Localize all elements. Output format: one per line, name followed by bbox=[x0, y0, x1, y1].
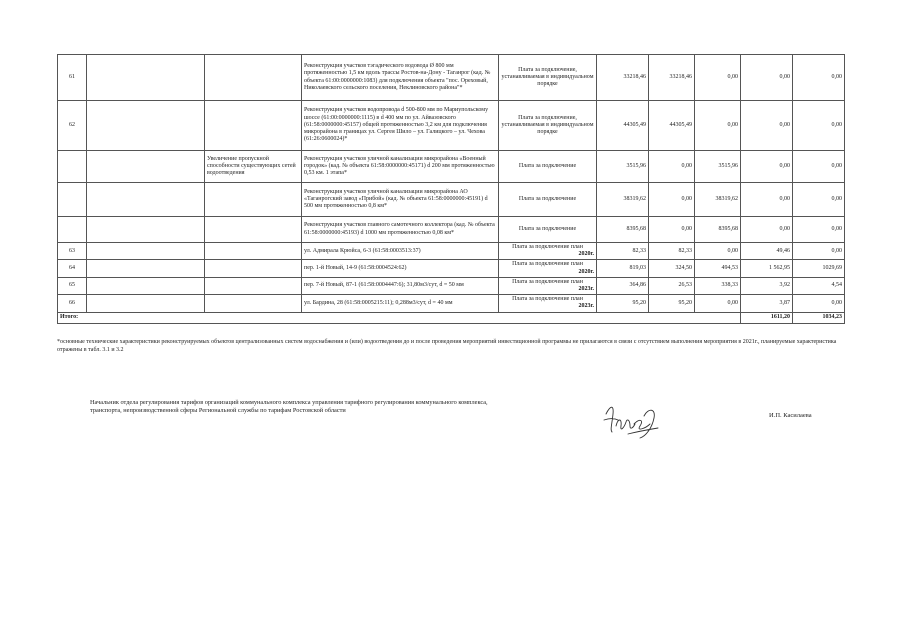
row-number bbox=[58, 151, 87, 183]
value-v4: 1 562,95 bbox=[741, 260, 793, 277]
object-description: ул. Адмирала Крюйса, 6-3 (61:58:0003513:37) bbox=[302, 243, 499, 260]
value-v5: 0,00 bbox=[793, 151, 845, 183]
row-number: 63 bbox=[58, 243, 87, 260]
payment-type-text: Плата за подключение bbox=[518, 225, 577, 232]
object-description: пер. 1-й Новый, 14-9 (61:58:0004524:62) bbox=[302, 260, 499, 277]
value-v1: 3515,96 bbox=[597, 151, 649, 183]
group-cell bbox=[205, 217, 302, 243]
value-v4: 0,00 bbox=[741, 217, 793, 243]
value-v3: 0,00 bbox=[695, 101, 741, 151]
row-number bbox=[58, 183, 87, 217]
group-cell bbox=[205, 277, 302, 294]
value-v2: 324,50 bbox=[649, 260, 695, 277]
payment-type bbox=[499, 151, 597, 183]
value-v1: 364,86 bbox=[597, 277, 649, 294]
value-v4: 0,00 bbox=[741, 101, 793, 151]
payment-type-text: Плата за подключение план bbox=[512, 261, 583, 268]
payment-type bbox=[499, 217, 597, 243]
value-v5: 4,54 bbox=[793, 277, 845, 294]
value-v1: 38319,62 bbox=[597, 183, 649, 217]
value-v1: 95,20 bbox=[597, 295, 649, 312]
handwritten-signature bbox=[600, 398, 662, 440]
object-description: Реконструкция участков главного самотечного коллектора (кад. № объекта 61:58:0000000:45193) d 1000 мм протяженностью 0,08 км* bbox=[302, 217, 499, 243]
payment-type-text: Плата за подключение, устанавливаемая в индивидуальном порядке bbox=[501, 66, 594, 88]
footnote: *основные технические характеристики реконструируемых объектов централизованных систем водоснабжения и (или) водоотведения до и после проведения мероприятий инвестиционной программы не прилагаются в связи с отсутствием выполнения мероприятия в 2021г., планируемые характеристика отражены в табл. 3.1 и 3.2 bbox=[57, 339, 837, 353]
row-number bbox=[58, 217, 87, 243]
value-v4: 3,87 bbox=[741, 295, 793, 312]
value-v3: 38319,62 bbox=[695, 183, 741, 217]
object-description: Реконструкция участков водопровода d 500-800 мм по Мариупольскому шоссе (61:00:0000000:1115) в d 400 мм по ул. Айвазовского (61:58:0000000:45157) общей протяженностью 3,2 км для подключения микрорайона в границах ул. Сергея Шило – ул. Галицкого – ул. Чехова (61:26:0600024)* bbox=[302, 101, 499, 151]
plan-year: 2020г. bbox=[578, 251, 594, 258]
row-number: 62 bbox=[58, 101, 87, 151]
total-label: Итого: bbox=[58, 312, 741, 323]
table-row bbox=[58, 260, 845, 277]
empty-cell bbox=[87, 295, 205, 312]
payment-type-text: Плата за подключение план bbox=[512, 296, 583, 303]
value-v4: 49,46 bbox=[741, 243, 793, 260]
plan-year: 2023г. bbox=[578, 286, 594, 293]
total-v4: 1611,20 bbox=[741, 312, 793, 323]
value-v3: 0,00 bbox=[695, 55, 741, 101]
payment-type bbox=[499, 295, 597, 312]
row-number: 64 bbox=[58, 260, 87, 277]
group-cell bbox=[205, 295, 302, 312]
object-description: Реконструкция участков уличной канализации микрорайона АО «Таганрогский завод «Прибой» (кад. № объекта 61:58:0000000:45191) d 500 мм протяженностью 0,8 км* bbox=[302, 183, 499, 217]
group-cell: Увеличение пропускной способности существующих сетей водоотведения bbox=[205, 151, 302, 183]
value-v5: 0,00 bbox=[793, 101, 845, 151]
group-cell bbox=[205, 243, 302, 260]
value-v5: 1029,69 bbox=[793, 260, 845, 277]
value-v3: 0,00 bbox=[695, 243, 741, 260]
plan-year: 2020г. bbox=[578, 268, 594, 275]
value-v3: 8395,68 bbox=[695, 217, 741, 243]
value-v2: 0,00 bbox=[649, 183, 695, 217]
payment-type bbox=[499, 260, 597, 277]
value-v2: 0,00 bbox=[649, 217, 695, 243]
row-number: 66 bbox=[58, 295, 87, 312]
empty-cell bbox=[87, 55, 205, 101]
signer-position: Начальник отдела регулирования тарифов организаций коммунального комплекса управления тарифного регулирования коммунального комплекса, транспорта, непроизводственной сферы Региональной службы по тарифам Ростовской области bbox=[90, 399, 488, 415]
object-description: ул. Бардина, 28 (61:58:0005215:11); 0,288м3/сут, d = 40 мм bbox=[302, 295, 499, 312]
plan-year: 2023г. bbox=[578, 303, 594, 310]
group-cell bbox=[205, 101, 302, 151]
empty-cell bbox=[87, 260, 205, 277]
group-cell bbox=[205, 183, 302, 217]
value-v5: 0,00 bbox=[793, 183, 845, 217]
payment-type bbox=[499, 243, 597, 260]
value-v1: 82,33 bbox=[597, 243, 649, 260]
value-v3: 3515,96 bbox=[695, 151, 741, 183]
value-v3: 494,53 bbox=[695, 260, 741, 277]
value-v2: 26,53 bbox=[649, 277, 695, 294]
value-v2: 44305,49 bbox=[649, 101, 695, 151]
empty-cell bbox=[87, 151, 205, 183]
total-row bbox=[58, 312, 845, 323]
total-v5: 1034,23 bbox=[793, 312, 845, 323]
payment-type bbox=[499, 55, 597, 101]
empty-cell bbox=[87, 101, 205, 151]
value-v5: 0,00 bbox=[793, 295, 845, 312]
value-v4: 0,00 bbox=[741, 151, 793, 183]
table-row bbox=[58, 151, 845, 183]
value-v1: 8395,68 bbox=[597, 217, 649, 243]
object-description: Реконструкция участков тэгадического водовода Ø 800 мм протяженностью 1,5 км вдоль трассы Ростов-на-Дону - Таганрог (кад. № объекта 61:00:0000000:1083) для подключения объекта "пос. Ореховый, Николаевского сельского поселения, Неклиновского района"* bbox=[302, 55, 499, 101]
value-v2: 33218,46 bbox=[649, 55, 695, 101]
row-number: 65 bbox=[58, 277, 87, 294]
payment-type-text: Плата за подключение bbox=[518, 162, 577, 169]
value-v5: 0,00 bbox=[793, 243, 845, 260]
empty-cell bbox=[87, 243, 205, 260]
empty-cell bbox=[87, 277, 205, 294]
value-v3: 338,33 bbox=[695, 277, 741, 294]
table-row bbox=[58, 217, 845, 243]
investment-program-table bbox=[57, 54, 845, 324]
table-row bbox=[58, 183, 845, 217]
value-v4: 3,92 bbox=[741, 277, 793, 294]
value-v1: 33218,46 bbox=[597, 55, 649, 101]
row-number: 61 bbox=[58, 55, 87, 101]
value-v2: 0,00 bbox=[649, 151, 695, 183]
payment-type-text: Плата за подключение план bbox=[512, 244, 583, 250]
group-cell bbox=[205, 260, 302, 277]
empty-cell bbox=[87, 183, 205, 217]
payment-type bbox=[499, 183, 597, 217]
table-row bbox=[58, 295, 845, 312]
value-v1: 819,03 bbox=[597, 260, 649, 277]
table-row bbox=[58, 55, 845, 101]
payment-type bbox=[499, 101, 597, 151]
object-description: пер. 7-й Новый, 87-1 (61:58:0004447:6); 31,80м3/сут, d = 50 мм bbox=[302, 277, 499, 294]
payment-type-text: Плата за подключение, устанавливаемая в индивидуальном порядке bbox=[501, 114, 594, 136]
value-v2: 82,33 bbox=[649, 243, 695, 260]
payment-type-text: Плата за подключение bbox=[518, 195, 577, 202]
signer-name: И.П. Касилаева bbox=[769, 412, 812, 419]
object-description: Реконструкция участков уличной канализации микрорайона «Военный городок» (кад. № объекта 61:58:0000000:45171) d 200 мм протяженностью 0,53 км. 1 этапа* bbox=[302, 151, 499, 183]
value-v2: 95,20 bbox=[649, 295, 695, 312]
payment-type-text: Плата за подключение план bbox=[512, 278, 583, 285]
group-cell bbox=[205, 55, 302, 101]
value-v1: 44305,49 bbox=[597, 101, 649, 151]
empty-cell bbox=[87, 217, 205, 243]
table-row bbox=[58, 243, 845, 260]
value-v3: 0,00 bbox=[695, 295, 741, 312]
value-v4: 0,00 bbox=[741, 55, 793, 101]
table-row bbox=[58, 277, 845, 294]
table-row bbox=[58, 101, 845, 151]
payment-type bbox=[499, 277, 597, 294]
value-v5: 0,00 bbox=[793, 217, 845, 243]
value-v5: 0,00 bbox=[793, 55, 845, 101]
value-v4: 0,00 bbox=[741, 183, 793, 217]
